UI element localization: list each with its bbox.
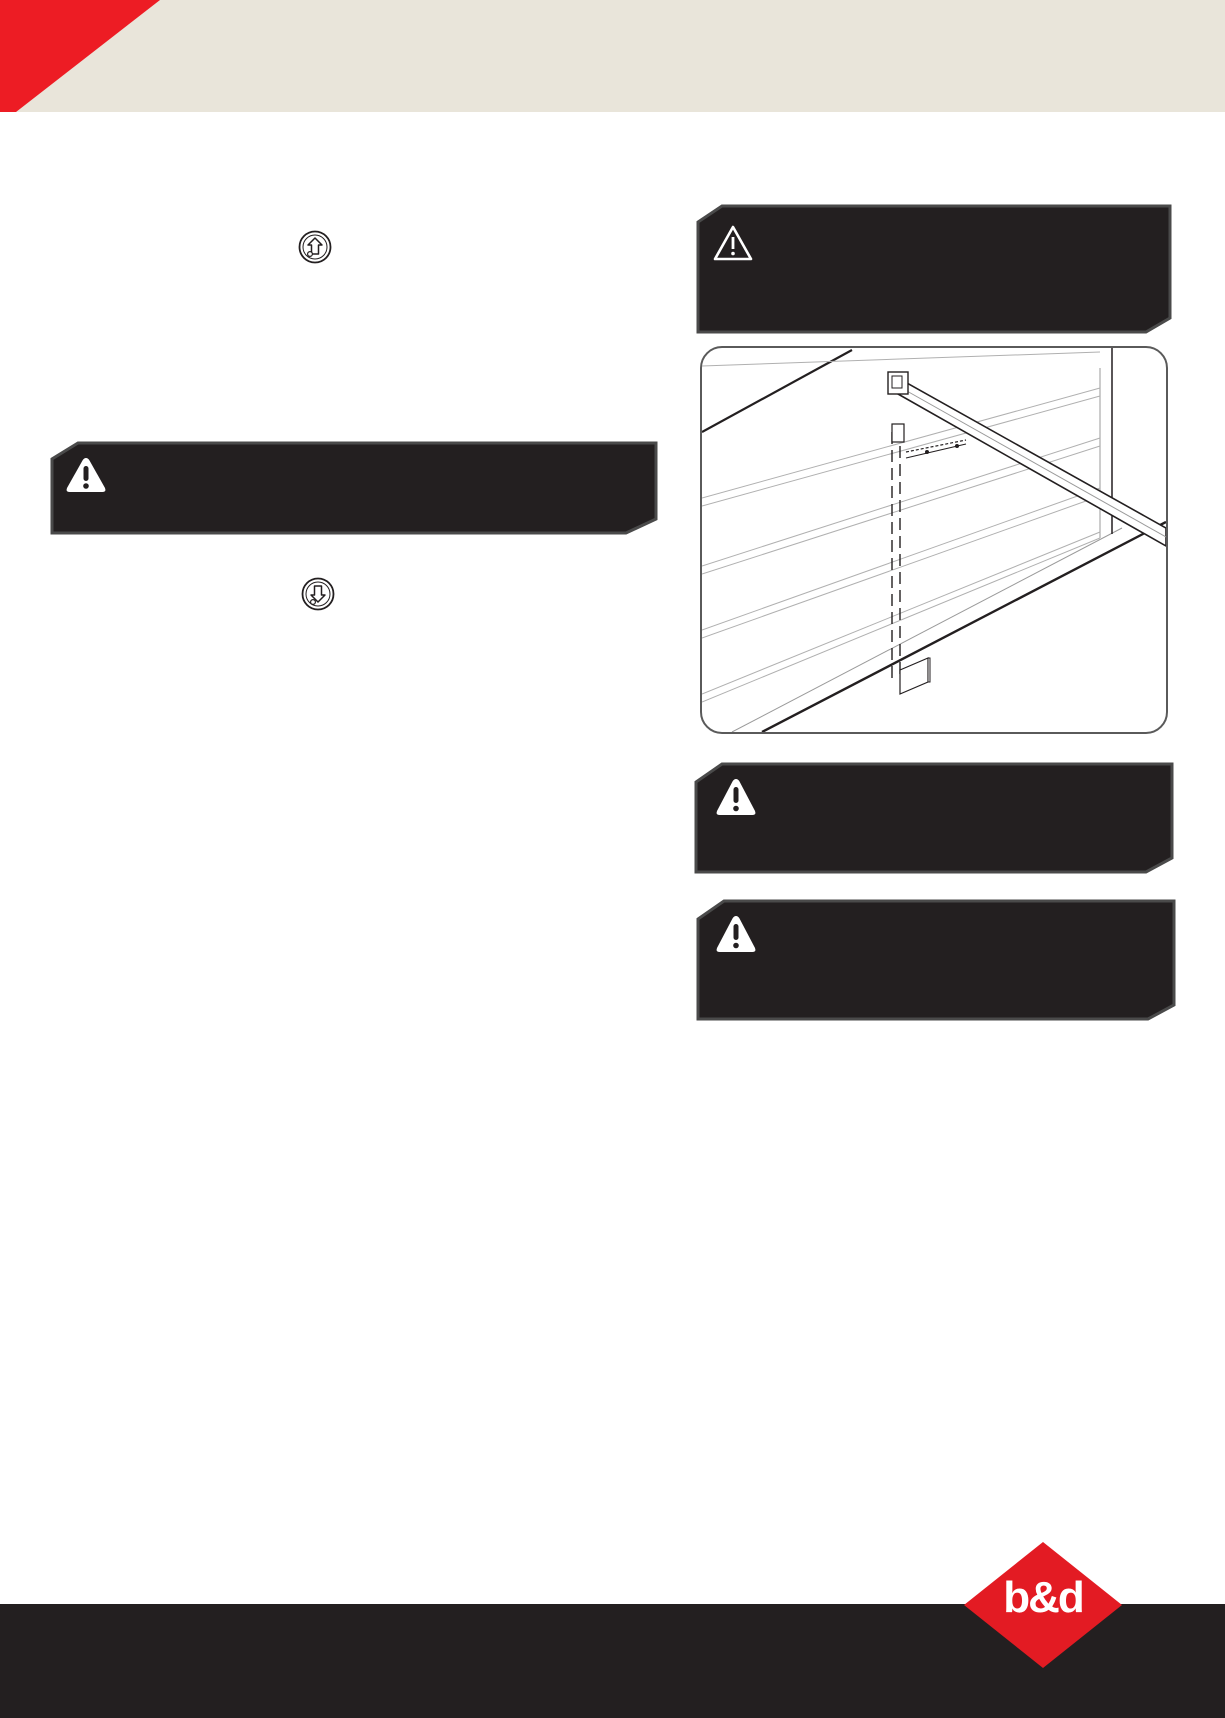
warning-triangle-icon [64, 455, 108, 495]
warning-triangle-icon [712, 224, 754, 262]
garage-door-illustration [702, 348, 1166, 732]
warning-triangle-icon [714, 776, 758, 818]
right-warning-box-1 [696, 204, 1172, 336]
garage-door-diagram [700, 346, 1168, 734]
right-warning-box-2 [694, 762, 1174, 876]
corner-accent [0, 0, 170, 112]
bd-logo [962, 1540, 1124, 1670]
down-arrow-button-icon [301, 577, 335, 611]
left-warning-box [50, 441, 658, 535]
up-arrow-button-icon [298, 230, 332, 264]
header-band [0, 0, 1225, 112]
right-warning-box-3 [696, 899, 1176, 1023]
warning-triangle-icon [714, 913, 758, 955]
logo-text: b&d [1003, 1573, 1083, 1622]
